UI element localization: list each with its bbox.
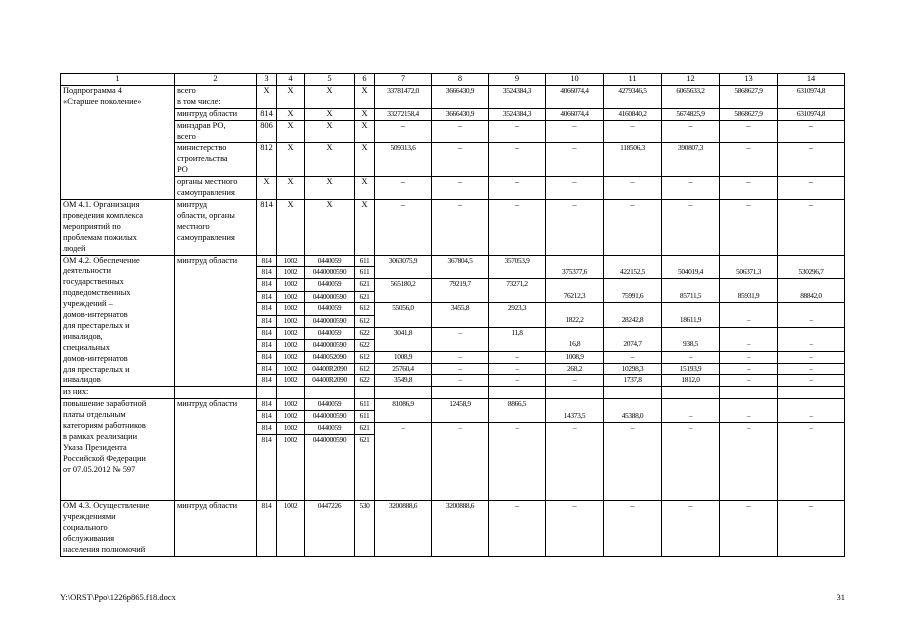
value-cell bbox=[720, 303, 778, 315]
cell: Х bbox=[305, 108, 355, 120]
cell: 814 bbox=[257, 199, 277, 255]
value-cell bbox=[720, 327, 778, 339]
cell: 04400R2090 bbox=[305, 375, 355, 387]
value-cell bbox=[546, 327, 604, 339]
cell: 1002 bbox=[277, 501, 305, 557]
value-cell bbox=[662, 303, 720, 315]
value-cell: – bbox=[662, 120, 720, 143]
cell: Х bbox=[277, 85, 305, 108]
value-cell: – bbox=[546, 177, 604, 200]
column-number: 11 bbox=[604, 74, 662, 86]
cell: 1002 bbox=[277, 339, 305, 351]
cell: 0440059 bbox=[305, 303, 355, 315]
cell: 1002 bbox=[277, 435, 305, 501]
cell: 1002 bbox=[277, 375, 305, 387]
table-row bbox=[61, 387, 845, 399]
column-number: 7 bbox=[375, 74, 432, 86]
value-cell: 14373,5 bbox=[546, 411, 604, 423]
cell: Х bbox=[305, 120, 355, 143]
cell: 611 bbox=[355, 399, 375, 411]
cell: 612 bbox=[355, 363, 375, 375]
cell: 530 bbox=[355, 501, 375, 557]
value-cell: – bbox=[489, 363, 546, 375]
cell bbox=[375, 387, 432, 399]
cell: 0440059 bbox=[305, 255, 355, 267]
cell bbox=[662, 387, 720, 399]
value-cell bbox=[778, 255, 845, 267]
cell: 612 bbox=[355, 351, 375, 363]
cell: Х bbox=[277, 143, 305, 177]
value-cell bbox=[778, 327, 845, 339]
cell: Х bbox=[277, 108, 305, 120]
value-cell: – bbox=[778, 501, 845, 557]
cell: 611 bbox=[355, 411, 375, 423]
cell bbox=[257, 387, 277, 399]
cell: 814 bbox=[257, 267, 277, 279]
cell: 814 bbox=[257, 501, 277, 557]
cell: 1002 bbox=[277, 399, 305, 411]
value-cell: – bbox=[778, 375, 845, 387]
table-row bbox=[61, 143, 845, 177]
value-cell: – bbox=[604, 199, 662, 255]
cell: Х bbox=[355, 177, 375, 200]
cell: Х bbox=[305, 85, 355, 108]
value-cell: – bbox=[604, 351, 662, 363]
value-cell: – bbox=[778, 199, 845, 255]
cell: 814 bbox=[257, 327, 277, 339]
value-cell: 33781472,0 bbox=[375, 85, 432, 108]
value-cell: 938,5 bbox=[662, 339, 720, 351]
cell: 1002 bbox=[277, 255, 305, 267]
table-row bbox=[61, 120, 845, 143]
value-cell bbox=[662, 327, 720, 339]
table-row bbox=[61, 85, 845, 108]
cell: Х bbox=[355, 85, 375, 108]
cell: 611 bbox=[355, 267, 375, 279]
cell bbox=[489, 387, 546, 399]
cell: 814 bbox=[257, 351, 277, 363]
cell: 622 bbox=[355, 339, 375, 351]
value-cell: 8866,5 bbox=[489, 399, 546, 423]
value-cell: – bbox=[375, 423, 432, 501]
cell: 0447226 bbox=[305, 501, 355, 557]
value-cell: – bbox=[778, 351, 845, 363]
value-cell: 509313,6 bbox=[375, 143, 432, 177]
executor-cell: минтруд области bbox=[175, 255, 257, 387]
cell: Х bbox=[355, 108, 375, 120]
cell: 1002 bbox=[277, 303, 305, 315]
value-cell: 3455,8 bbox=[432, 303, 489, 327]
value-cell: 76212,3 bbox=[546, 291, 604, 303]
cell: Х bbox=[277, 177, 305, 200]
value-cell bbox=[546, 255, 604, 267]
executor-cell: минздрав РО, всего bbox=[175, 120, 257, 143]
executor-cell: минтруд области bbox=[175, 399, 257, 501]
value-cell: 2074,7 bbox=[604, 339, 662, 351]
cell: 814 bbox=[257, 303, 277, 315]
value-cell: – bbox=[662, 411, 720, 423]
value-cell: – bbox=[720, 351, 778, 363]
value-cell: 118506,3 bbox=[604, 143, 662, 177]
value-cell: – bbox=[720, 501, 778, 557]
value-cell: 28242,8 bbox=[604, 315, 662, 327]
value-cell: 565180,2 bbox=[375, 279, 432, 303]
column-number: 6 bbox=[355, 74, 375, 86]
value-cell: – bbox=[662, 351, 720, 363]
cell: 622 bbox=[355, 375, 375, 387]
value-cell: – bbox=[720, 423, 778, 501]
value-cell: – bbox=[432, 327, 489, 351]
value-cell: – bbox=[432, 199, 489, 255]
cell bbox=[546, 387, 604, 399]
cell: 04400R2090 bbox=[305, 363, 355, 375]
value-cell: 268,2 bbox=[546, 363, 604, 375]
value-cell bbox=[662, 399, 720, 411]
cell bbox=[305, 387, 355, 399]
value-cell bbox=[546, 399, 604, 411]
table-row bbox=[61, 255, 845, 267]
value-cell: – bbox=[432, 120, 489, 143]
column-number: 12 bbox=[662, 74, 720, 86]
value-cell bbox=[720, 279, 778, 291]
executor-cell: минтруд области bbox=[175, 108, 257, 120]
value-cell: – bbox=[546, 375, 604, 387]
column-number: 10 bbox=[546, 74, 604, 86]
value-cell: 1737,8 bbox=[604, 375, 662, 387]
cell bbox=[432, 387, 489, 399]
value-cell bbox=[604, 327, 662, 339]
value-cell: 1822,2 bbox=[546, 315, 604, 327]
value-cell: – bbox=[604, 120, 662, 143]
cell: 0440000590 bbox=[305, 315, 355, 327]
value-cell: 10298,3 bbox=[604, 363, 662, 375]
cell: Х bbox=[277, 199, 305, 255]
value-cell: 3041,8 bbox=[375, 327, 432, 351]
value-cell: 79219,7 bbox=[432, 279, 489, 303]
value-cell: – bbox=[489, 351, 546, 363]
page-number: 31 bbox=[836, 592, 845, 602]
value-cell: – bbox=[546, 423, 604, 501]
value-cell: – bbox=[778, 120, 845, 143]
table-row bbox=[61, 108, 845, 120]
cell: 814 bbox=[257, 363, 277, 375]
cell: 1002 bbox=[277, 423, 305, 435]
value-cell: 375377,6 bbox=[546, 267, 604, 279]
value-cell: 55056,0 bbox=[375, 303, 432, 327]
cell: 1002 bbox=[277, 279, 305, 291]
cell: 0440059 bbox=[305, 423, 355, 435]
value-cell: – bbox=[662, 199, 720, 255]
cell: 0440059 bbox=[305, 279, 355, 291]
table-row bbox=[61, 199, 845, 255]
cell: 1002 bbox=[277, 267, 305, 279]
value-cell: 4160840,2 bbox=[604, 108, 662, 120]
cell: 1002 bbox=[277, 363, 305, 375]
value-cell bbox=[778, 303, 845, 315]
cell: 621 bbox=[355, 291, 375, 303]
column-number: 2 bbox=[175, 74, 257, 86]
value-cell: 3549,8 bbox=[375, 375, 432, 387]
value-cell: – bbox=[432, 177, 489, 200]
cell: 1002 bbox=[277, 411, 305, 423]
value-cell: – bbox=[778, 339, 845, 351]
value-cell bbox=[662, 255, 720, 267]
value-cell: 6310974,8 bbox=[778, 85, 845, 108]
value-cell: 3200888,6 bbox=[375, 501, 432, 557]
value-cell bbox=[546, 279, 604, 291]
value-cell bbox=[778, 399, 845, 411]
value-cell: – bbox=[375, 177, 432, 200]
value-cell: 45388,0 bbox=[604, 411, 662, 423]
value-cell: 506371,3 bbox=[720, 267, 778, 279]
value-cell: 3666430,9 bbox=[432, 108, 489, 120]
value-cell: – bbox=[720, 339, 778, 351]
executor-cell: органы местного самоуправления bbox=[175, 177, 257, 200]
value-cell: 6310974,8 bbox=[778, 108, 845, 120]
value-cell: – bbox=[604, 423, 662, 501]
document-page bbox=[60, 73, 844, 557]
file-path-footer: Y:\ORST\Ppo\1226p865.f18.docx bbox=[60, 592, 176, 602]
measure-name: повышение заработной платы отдельным категориям работников в рамках реализации Указа Президента Российской Федерации от 07.05.2012 № 597 bbox=[61, 399, 175, 501]
executor-cell: всего в том числе: bbox=[175, 85, 257, 108]
cell: Х bbox=[257, 177, 277, 200]
cell: 814 bbox=[257, 339, 277, 351]
value-cell: 85931,9 bbox=[720, 291, 778, 303]
value-cell bbox=[604, 399, 662, 411]
value-cell: 357053,9 bbox=[489, 255, 546, 279]
value-cell: 1008,9 bbox=[546, 351, 604, 363]
cell: 812 bbox=[257, 143, 277, 177]
cell: 814 bbox=[257, 279, 277, 291]
cell: Х bbox=[305, 177, 355, 200]
cell: 0440059 bbox=[305, 399, 355, 411]
value-cell: – bbox=[778, 143, 845, 177]
value-cell: 530296,7 bbox=[778, 267, 845, 279]
cell: 621 bbox=[355, 435, 375, 501]
value-cell bbox=[720, 255, 778, 267]
value-cell: 3524384,3 bbox=[489, 108, 546, 120]
value-cell bbox=[604, 303, 662, 315]
cell: 1002 bbox=[277, 351, 305, 363]
cell: 612 bbox=[355, 315, 375, 327]
value-cell: 2923,3 bbox=[489, 303, 546, 327]
executor-cell: минтруд области bbox=[175, 501, 257, 557]
cell: Х bbox=[257, 85, 277, 108]
cell: 0440000590 bbox=[305, 267, 355, 279]
value-cell: – bbox=[489, 143, 546, 177]
value-cell: – bbox=[375, 120, 432, 143]
value-cell: 422152,5 bbox=[604, 267, 662, 279]
value-cell: 3200888,6 bbox=[432, 501, 489, 557]
value-cell: – bbox=[546, 501, 604, 557]
value-cell: 18611,9 bbox=[662, 315, 720, 327]
budget-table bbox=[60, 73, 845, 557]
value-cell: – bbox=[720, 363, 778, 375]
value-cell: – bbox=[662, 501, 720, 557]
value-cell: – bbox=[489, 120, 546, 143]
cell: Х bbox=[355, 143, 375, 177]
value-cell: 5868627,9 bbox=[720, 108, 778, 120]
cell: 622 bbox=[355, 327, 375, 339]
cell: 1002 bbox=[277, 327, 305, 339]
value-cell: – bbox=[432, 375, 489, 387]
value-cell: – bbox=[720, 375, 778, 387]
value-cell: – bbox=[720, 411, 778, 423]
cell: 611 bbox=[355, 255, 375, 267]
value-cell: – bbox=[432, 423, 489, 501]
value-cell: – bbox=[546, 120, 604, 143]
header-row bbox=[61, 74, 845, 86]
column-number: 5 bbox=[305, 74, 355, 86]
executor-cell: министерство строительства РО bbox=[175, 143, 257, 177]
cell bbox=[778, 387, 845, 399]
value-cell: 3524384,3 bbox=[489, 85, 546, 108]
value-cell: 15193,9 bbox=[662, 363, 720, 375]
table-row bbox=[61, 177, 845, 200]
subprogram-name: Подпрограмма 4 «Старшее поколение» bbox=[61, 85, 175, 199]
value-cell: 25760,4 bbox=[375, 363, 432, 375]
cell: 621 bbox=[355, 279, 375, 291]
value-cell: – bbox=[720, 199, 778, 255]
value-cell: – bbox=[778, 411, 845, 423]
value-cell: 73271,2 bbox=[489, 279, 546, 303]
cell: 814 bbox=[257, 399, 277, 411]
value-cell: 81086,9 bbox=[375, 399, 432, 423]
value-cell: 1008,9 bbox=[375, 351, 432, 363]
value-cell: – bbox=[778, 423, 845, 501]
value-cell bbox=[604, 279, 662, 291]
column-number: 3 bbox=[257, 74, 277, 86]
value-cell: 4279346,5 bbox=[604, 85, 662, 108]
cell: Х bbox=[277, 120, 305, 143]
value-cell bbox=[720, 399, 778, 411]
measure-name: ОМ 4.3. Осуществление учреждениями социального обслуживания населения полномочий bbox=[61, 501, 175, 557]
cell: 0440052090 bbox=[305, 351, 355, 363]
value-cell: 3063075,9 bbox=[375, 255, 432, 279]
value-cell: 4066074,4 bbox=[546, 108, 604, 120]
table-row bbox=[61, 501, 845, 557]
value-cell: – bbox=[489, 177, 546, 200]
value-cell: – bbox=[489, 199, 546, 255]
value-cell: – bbox=[604, 177, 662, 200]
cell: 1002 bbox=[277, 315, 305, 327]
column-number: 4 bbox=[277, 74, 305, 86]
value-cell: – bbox=[720, 120, 778, 143]
value-cell: – bbox=[720, 315, 778, 327]
value-cell bbox=[604, 255, 662, 267]
cell: 814 bbox=[257, 291, 277, 303]
cell bbox=[355, 387, 375, 399]
cell: 814 bbox=[257, 423, 277, 435]
cell: Х bbox=[305, 199, 355, 255]
cell: 814 bbox=[257, 375, 277, 387]
column-number: 13 bbox=[720, 74, 778, 86]
cell bbox=[720, 387, 778, 399]
cell: 612 bbox=[355, 303, 375, 315]
cell: 1002 bbox=[277, 291, 305, 303]
value-cell: – bbox=[604, 501, 662, 557]
value-cell: – bbox=[546, 199, 604, 255]
value-cell: 33272158,4 bbox=[375, 108, 432, 120]
of-which-label: из них: bbox=[61, 387, 175, 399]
value-cell: – bbox=[778, 363, 845, 375]
cell: 814 bbox=[257, 108, 277, 120]
cell: 0440000590 bbox=[305, 435, 355, 501]
executor-cell: минтруд области, органы местного самоуправления bbox=[175, 199, 257, 255]
cell: Х bbox=[355, 199, 375, 255]
value-cell: 5674825,9 bbox=[662, 108, 720, 120]
cell bbox=[175, 387, 257, 399]
cell: 806 bbox=[257, 120, 277, 143]
column-number: 9 bbox=[489, 74, 546, 86]
value-cell: – bbox=[546, 143, 604, 177]
table-row bbox=[61, 399, 845, 411]
value-cell: – bbox=[662, 423, 720, 501]
value-cell: 4066074,4 bbox=[546, 85, 604, 108]
value-cell: – bbox=[375, 199, 432, 255]
cell: 0440000590 bbox=[305, 339, 355, 351]
value-cell: – bbox=[720, 177, 778, 200]
measure-name: ОМ 4.1. Организация проведения комплекса мероприятий по проблемам пожилых людей bbox=[61, 199, 175, 255]
value-cell: – bbox=[720, 143, 778, 177]
value-cell: – bbox=[432, 143, 489, 177]
cell: 814 bbox=[257, 435, 277, 501]
cell: 621 bbox=[355, 423, 375, 435]
cell: 814 bbox=[257, 255, 277, 267]
value-cell: 16,8 bbox=[546, 339, 604, 351]
value-cell: – bbox=[432, 363, 489, 375]
value-cell: 390807,3 bbox=[662, 143, 720, 177]
cell: 0440059 bbox=[305, 327, 355, 339]
value-cell: 1812,0 bbox=[662, 375, 720, 387]
value-cell bbox=[662, 279, 720, 291]
measure-name: ОМ 4.2. Обеспечение деятельности государственных подведомственных учреждений – домов-интернатов для престарелых и инвалидов, специальных домов-интернатов для престарелых и инвалидов bbox=[61, 255, 175, 387]
value-cell: 11,8 bbox=[489, 327, 546, 351]
value-cell: 6065633,2 bbox=[662, 85, 720, 108]
column-number: 1 bbox=[61, 74, 175, 86]
value-cell: – bbox=[432, 351, 489, 363]
value-cell: – bbox=[489, 423, 546, 501]
value-cell bbox=[546, 303, 604, 315]
value-cell: 85711,5 bbox=[662, 291, 720, 303]
value-cell: – bbox=[489, 375, 546, 387]
cell: Х bbox=[305, 143, 355, 177]
value-cell: 5868627,9 bbox=[720, 85, 778, 108]
column-number: 14 bbox=[778, 74, 845, 86]
value-cell bbox=[778, 279, 845, 291]
value-cell: 88842,0 bbox=[778, 291, 845, 303]
value-cell: 3666430,9 bbox=[432, 85, 489, 108]
value-cell: 367804,5 bbox=[432, 255, 489, 279]
cell: Х bbox=[355, 120, 375, 143]
value-cell: – bbox=[662, 177, 720, 200]
value-cell: – bbox=[778, 315, 845, 327]
cell bbox=[604, 387, 662, 399]
cell: 0440000590 bbox=[305, 291, 355, 303]
cell: 814 bbox=[257, 411, 277, 423]
cell: 814 bbox=[257, 315, 277, 327]
cell: 0440000590 bbox=[305, 411, 355, 423]
column-number: 8 bbox=[432, 74, 489, 86]
value-cell: 12458,9 bbox=[432, 399, 489, 423]
value-cell: – bbox=[778, 177, 845, 200]
cell bbox=[277, 387, 305, 399]
value-cell: 504019,4 bbox=[662, 267, 720, 279]
value-cell: – bbox=[489, 501, 546, 557]
value-cell: 75991,6 bbox=[604, 291, 662, 303]
